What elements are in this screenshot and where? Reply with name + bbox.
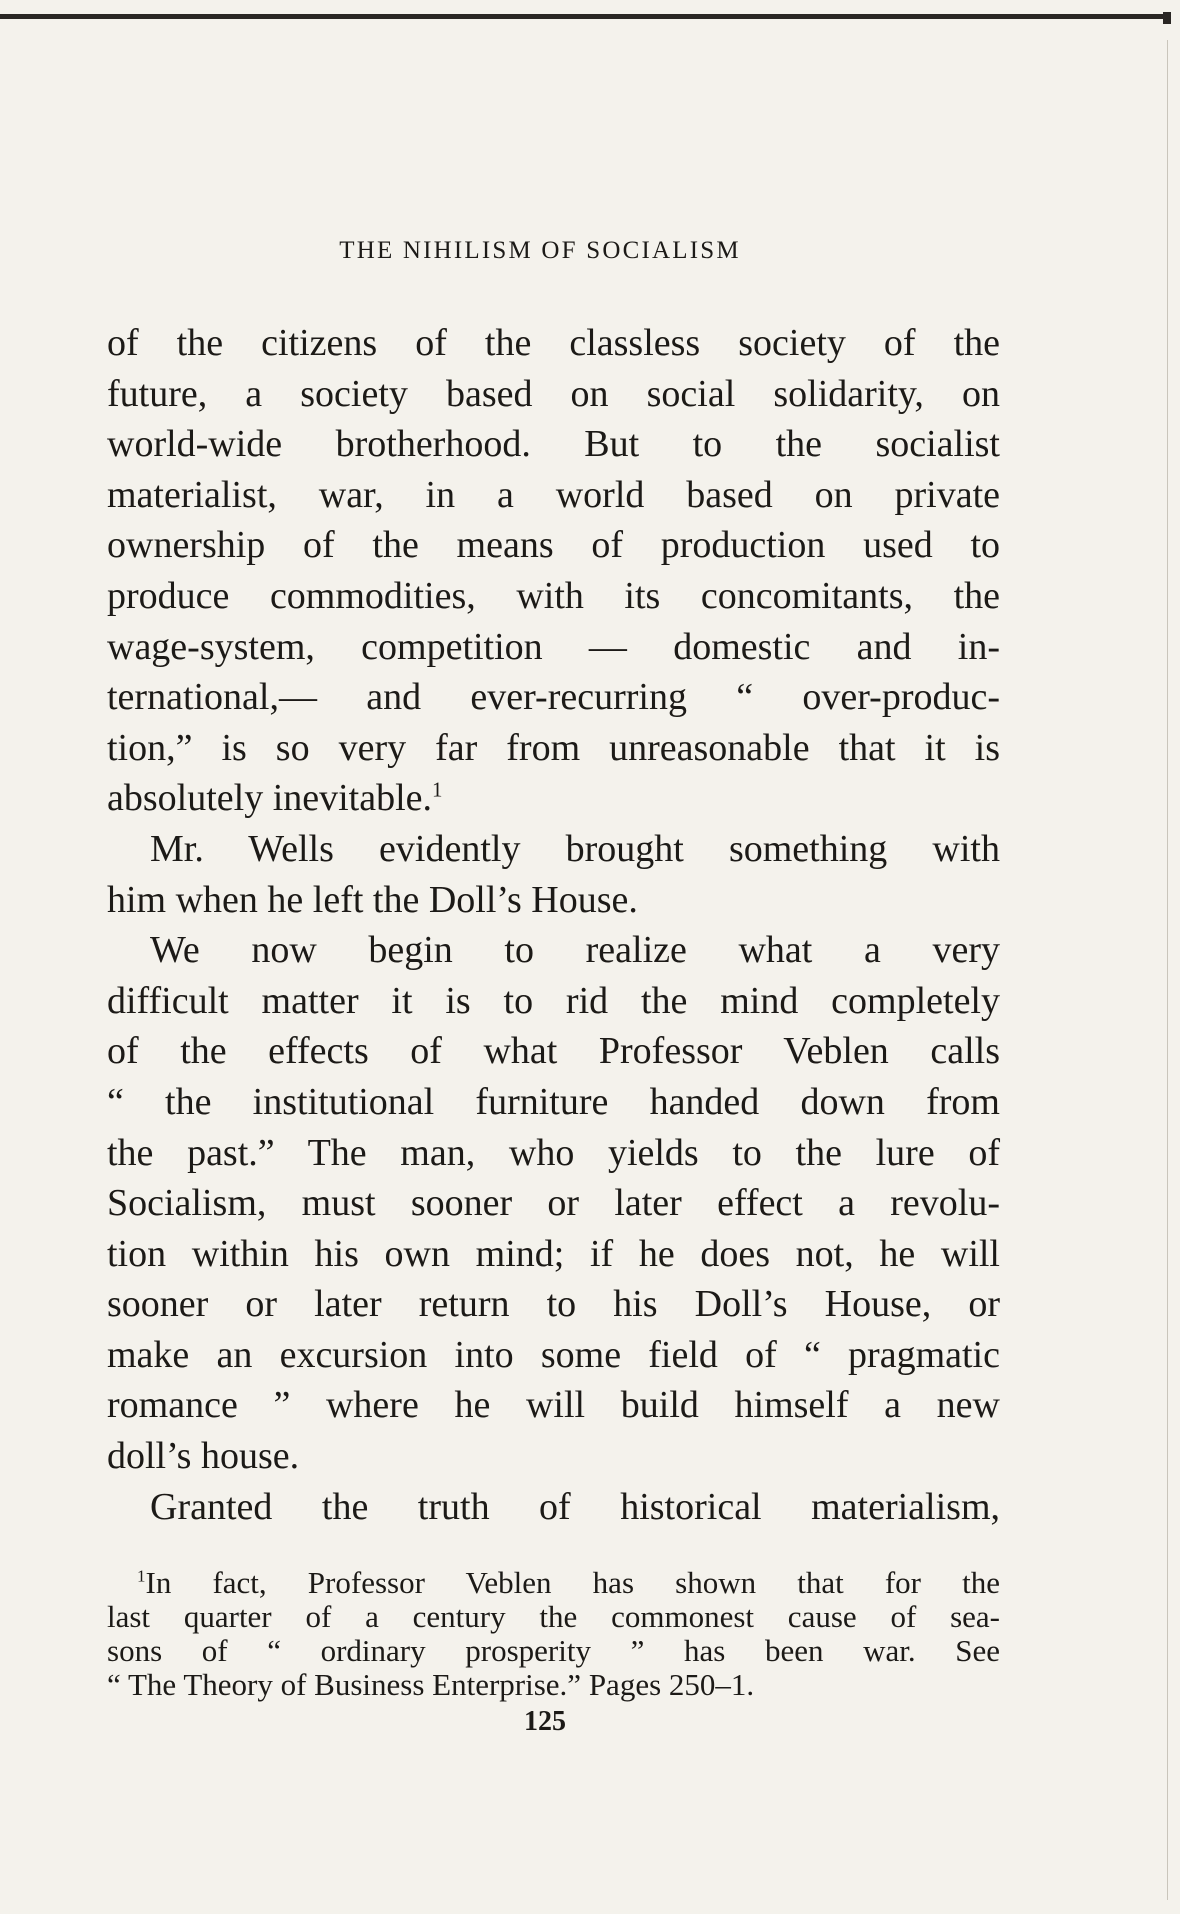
footnote-text: In fact, Professor Veblen has shown that for the bbox=[145, 1565, 1000, 1600]
text-line: ownership of the means of production used to bbox=[107, 524, 1000, 567]
text-line: tion,” is so very far from unreasonable that it is bbox=[107, 726, 1000, 769]
text-line: ternational,— and ever-recurring “ over-produc- bbox=[107, 676, 1000, 719]
footnote-line bbox=[107, 1566, 1000, 1600]
text-line: of the effects of what Professor Veblen calls bbox=[107, 1030, 1000, 1073]
footnote-line: last quarter of a century the commonest cause of sea- bbox=[107, 1599, 1000, 1634]
text-line: Socialism, must sooner or later effect a revolu- bbox=[107, 1182, 1000, 1225]
footnote-marker: 1 bbox=[137, 1566, 146, 1586]
paragraph-start: Mr. Wells evidently brought something with bbox=[150, 827, 1000, 870]
text-line: future, a society based on social solidarity, on bbox=[107, 372, 1000, 415]
page-number: 125 bbox=[524, 1706, 566, 1737]
text-line: produce commodities, with its concomitants, the bbox=[107, 574, 1000, 617]
text-line: him when he left the Doll’s House. bbox=[107, 878, 638, 921]
footnote-reference: 1 bbox=[432, 777, 443, 802]
text-line: wage-system, competition — domestic and in- bbox=[107, 625, 1000, 668]
body-text bbox=[107, 318, 1000, 1532]
text-line: sooner or later return to his Doll’s House, or bbox=[107, 1283, 1000, 1326]
text-line-content: absolutely inevitable. bbox=[107, 777, 433, 820]
text-line: doll’s house. bbox=[107, 1435, 300, 1478]
text-line: materialist, war, in a world based on private bbox=[107, 473, 1000, 516]
top-rule-end bbox=[1163, 12, 1171, 24]
text-line: tion within his own mind; if he does not, he will bbox=[107, 1232, 1000, 1275]
running-head: THE NIHILISM OF SOCIALISM bbox=[339, 237, 741, 264]
text-line: the past.” The man, who yields to the lure of bbox=[107, 1131, 1000, 1174]
text-line: difficult matter it is to rid the mind completely bbox=[107, 979, 1000, 1022]
text-line: world-wide brotherhood. But to the socialist bbox=[107, 423, 1000, 466]
text-line: of the citizens of the classless society of the bbox=[107, 322, 1000, 364]
top-rule bbox=[0, 14, 1170, 19]
footnote-line: sons of “ ordinary prosperity ” has been war. See bbox=[107, 1633, 1000, 1668]
text-line: “ the institutional furniture handed down from bbox=[107, 1080, 1000, 1123]
text-line: romance ” where he will build himself a new bbox=[107, 1384, 1000, 1427]
paragraph-start: Granted the truth of historical materialism, bbox=[150, 1485, 1000, 1528]
footnote-line: “ The Theory of Business Enterprise.” Pages 250–1. bbox=[107, 1667, 755, 1702]
text-line: make an excursion into some field of “ pragmatic bbox=[107, 1333, 1000, 1376]
paragraph-start: We now begin to realize what a very bbox=[150, 929, 1000, 972]
text-line bbox=[107, 773, 1000, 824]
page-edge bbox=[1167, 40, 1168, 1900]
footnote bbox=[107, 1566, 1000, 1702]
